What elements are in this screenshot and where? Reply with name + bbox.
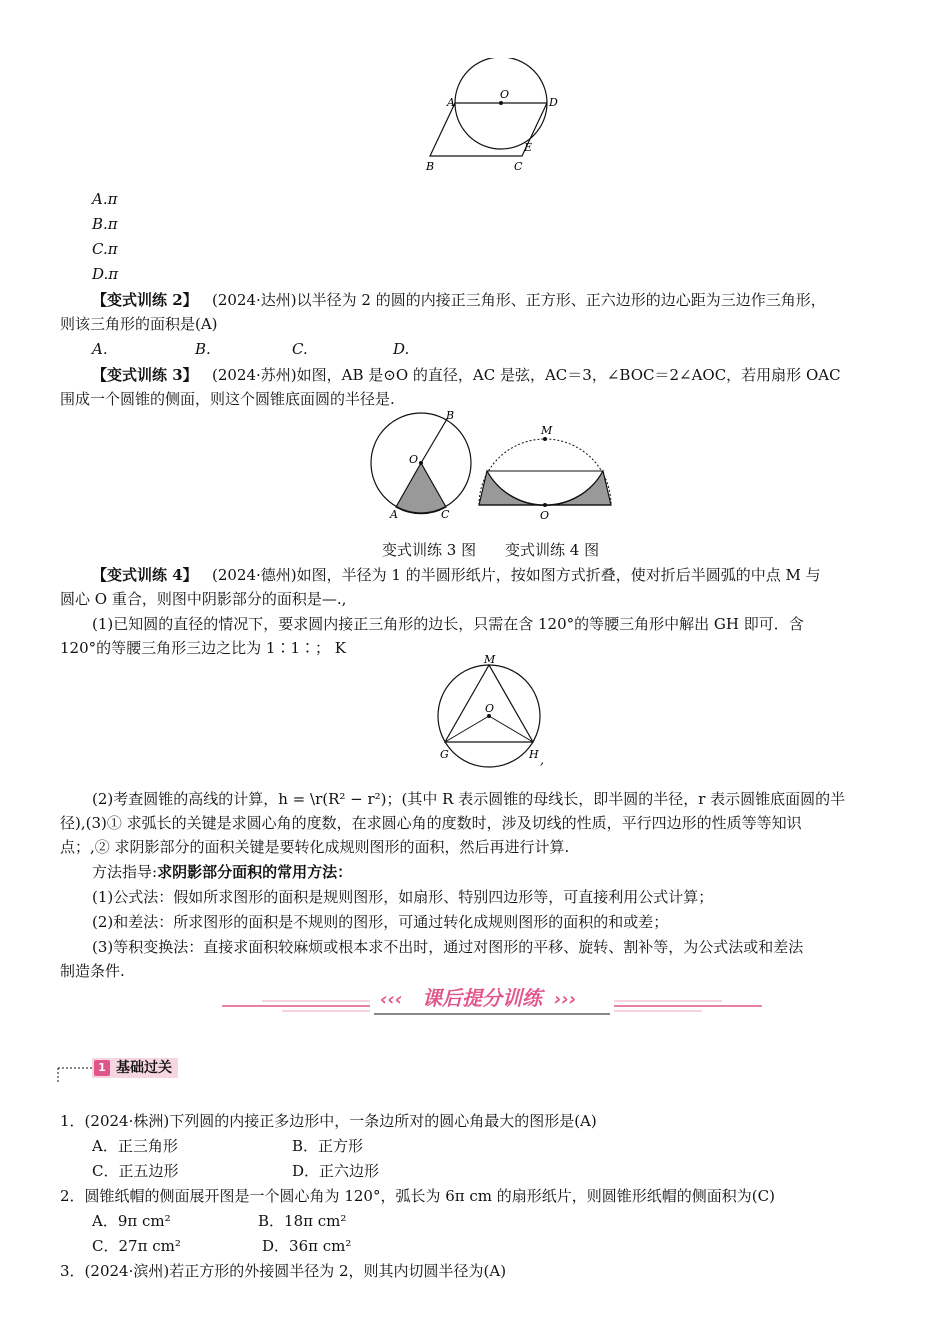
variant2-tag: 【变式训练 2】 — [92, 291, 198, 309]
variant4-line2: 圆心 O 重合，则图中阴影部分的面积是—., — [60, 590, 347, 608]
variant4-text: (2024·德州)如图，半径为 1 的半圆形纸片，按如图方式折叠，使对折后半圆弧的中点 M 与 — [211, 566, 821, 584]
fig3-label-c: C — [441, 508, 450, 521]
figure-variant3 — [365, 405, 475, 525]
variant3-line2: 围成一个圆锥的侧面，则这个圆锥底面圆的半径是. — [60, 390, 395, 408]
question-1-option-d: D．正六边形 — [292, 1162, 380, 1180]
fig3-label-o: O — [409, 453, 419, 466]
method-title-bold: 求阴影部分面积的常用方法： — [157, 863, 353, 881]
question-2-option-a: A．9π cm² — [92, 1212, 171, 1230]
analysis-p2-line2: 径),(3)① 求弧长的关键是求圆心角的度数，在求圆心角的度数时，涉及切线的性质，平行四边形的性质等等知识 — [60, 814, 802, 832]
fig1-label-b: B — [426, 160, 435, 173]
fig1-label-o: O — [500, 88, 510, 101]
variant2-text: (2024·达州)以半径为 2 的圆的内接正三角形、正方形、正六边形的边心距为三边作三角形， — [211, 291, 826, 309]
banner-right-arrows: ››› — [554, 989, 577, 1010]
fig4-label-m: M — [541, 424, 553, 437]
section-dotted-bracket — [55, 1064, 95, 1084]
fig5-label-o: O — [485, 702, 495, 715]
question-1-option-a: A．正三角形 — [92, 1137, 178, 1155]
variant3-tag: 【变式训练 3】 — [92, 366, 198, 384]
method-item-2: (2)和差法：所求图形的面积是不规则的图形，可通过转化成规则图形的面积的和或差； — [92, 913, 669, 931]
fig1-label-e: E — [524, 141, 533, 154]
banner-left-arrows: ‹‹‹ — [380, 989, 403, 1010]
variant2-option-c: C. — [292, 340, 308, 358]
question-1-option-c: C．正五边形 — [92, 1162, 179, 1180]
question-2-option-d: D．36π cm² — [262, 1237, 352, 1255]
method-title — [92, 862, 352, 882]
fig3-label-a: A — [390, 508, 398, 521]
fig1-label-c: C — [514, 160, 523, 173]
analysis-p2-line1: (2)考查圆锥的高线的计算，h = \r(R² − r²)；(其中 R 表示圆锥的母线长，即半圆的半径，r 表示圆锥底面圆的半 — [92, 790, 846, 808]
option-c: C.π — [92, 240, 118, 258]
analysis-p2-line3: 点；,② 求阴影部分的面积关键是要转化成规则图形的面积，然后再进行计算. — [60, 838, 570, 856]
question-1-option-b: B．正方形 — [292, 1137, 364, 1155]
variant2-option-a: A. — [92, 340, 108, 358]
method-title-prefix: 方法指导: — [92, 863, 158, 881]
analysis-p1-line1: (1)已知圆的直径的情况下，要求圆内接正三角形的边长，只需在含 120°的等腰三角形中解出 GH 即可．含 — [92, 615, 804, 633]
variant4-line1 — [92, 565, 821, 585]
figure-inscribed-triangle — [432, 652, 577, 774]
option-d: D.π — [92, 265, 119, 283]
option-b: B.π — [92, 215, 118, 233]
fig5-trailing-comma: , — [540, 753, 545, 768]
section-label — [92, 1058, 178, 1078]
figure-variant4 — [472, 420, 617, 525]
question-2-option-c: C．27π cm² — [92, 1237, 181, 1255]
variant2-line2: 则该三角形的面积是(A) — [60, 315, 218, 333]
fig1-label-d: D — [549, 96, 558, 109]
figure-circle-parallelogram — [420, 58, 570, 178]
question-1: 1．(2024·株洲)下列圆的内接正多边形中，一条边所对的圆心角最大的图形是(A) — [60, 1112, 597, 1130]
fig5-label-g: G — [440, 748, 449, 761]
analysis-p1-line2: 120°的等腰三角形三边之比为 1∶1∶； K — [60, 639, 346, 657]
variant2-option-d: D. — [393, 340, 410, 358]
caption-fig4: 变式训练 4 图 — [505, 541, 600, 559]
question-3: 3．(2024·滨州)若正方形的外接圆半径为 2，则其内切圆半径为(A) — [60, 1262, 507, 1280]
fig5-label-m: M — [484, 653, 496, 666]
method-item-1: (1)公式法：假如所求图形的面积是规则图形，如扇形、特别四边形等，可直接利用公式计算； — [92, 888, 714, 906]
caption-fig3: 变式训练 3 图 — [382, 541, 477, 559]
question-2: 2．圆锥纸帽的侧面展开图是一个圆心角为 120°，弧长为 6π cm 的扇形纸片，则圆锥形纸帽的侧面积为(C) — [60, 1187, 775, 1205]
fig1-label-a: A — [447, 96, 455, 109]
variant3-text: (2024·苏州)如图，AB 是⊙O 的直径，AC 是弦，AC＝3，∠BOC＝2∠AOC，若用扇形 OAC — [211, 366, 841, 384]
method-item-3: (3)等积变换法：直接求面积较麻烦或根本求不出时，通过对图形的平移、旋转、割补等，为公式法或和差法 — [92, 938, 804, 956]
variant2-option-b: B. — [195, 340, 211, 358]
fig5-label-h: H — [529, 748, 539, 761]
question-2-option-b: B．18π cm² — [258, 1212, 347, 1230]
method-item-3-cont: 制造条件. — [60, 962, 125, 980]
variant4-tag: 【变式训练 4】 — [92, 566, 198, 584]
variant3-line1 — [92, 365, 841, 385]
section-title: 基础过关 — [116, 1060, 172, 1076]
banner-title: 课后提分训练 — [422, 986, 542, 1010]
fig3-label-b: B — [446, 409, 455, 422]
fig4-label-o: O — [540, 509, 550, 522]
option-a: A.π — [92, 190, 118, 208]
section-number: 1 — [94, 1060, 110, 1076]
section-banner — [222, 982, 762, 1018]
variant2-line1 — [92, 290, 826, 310]
